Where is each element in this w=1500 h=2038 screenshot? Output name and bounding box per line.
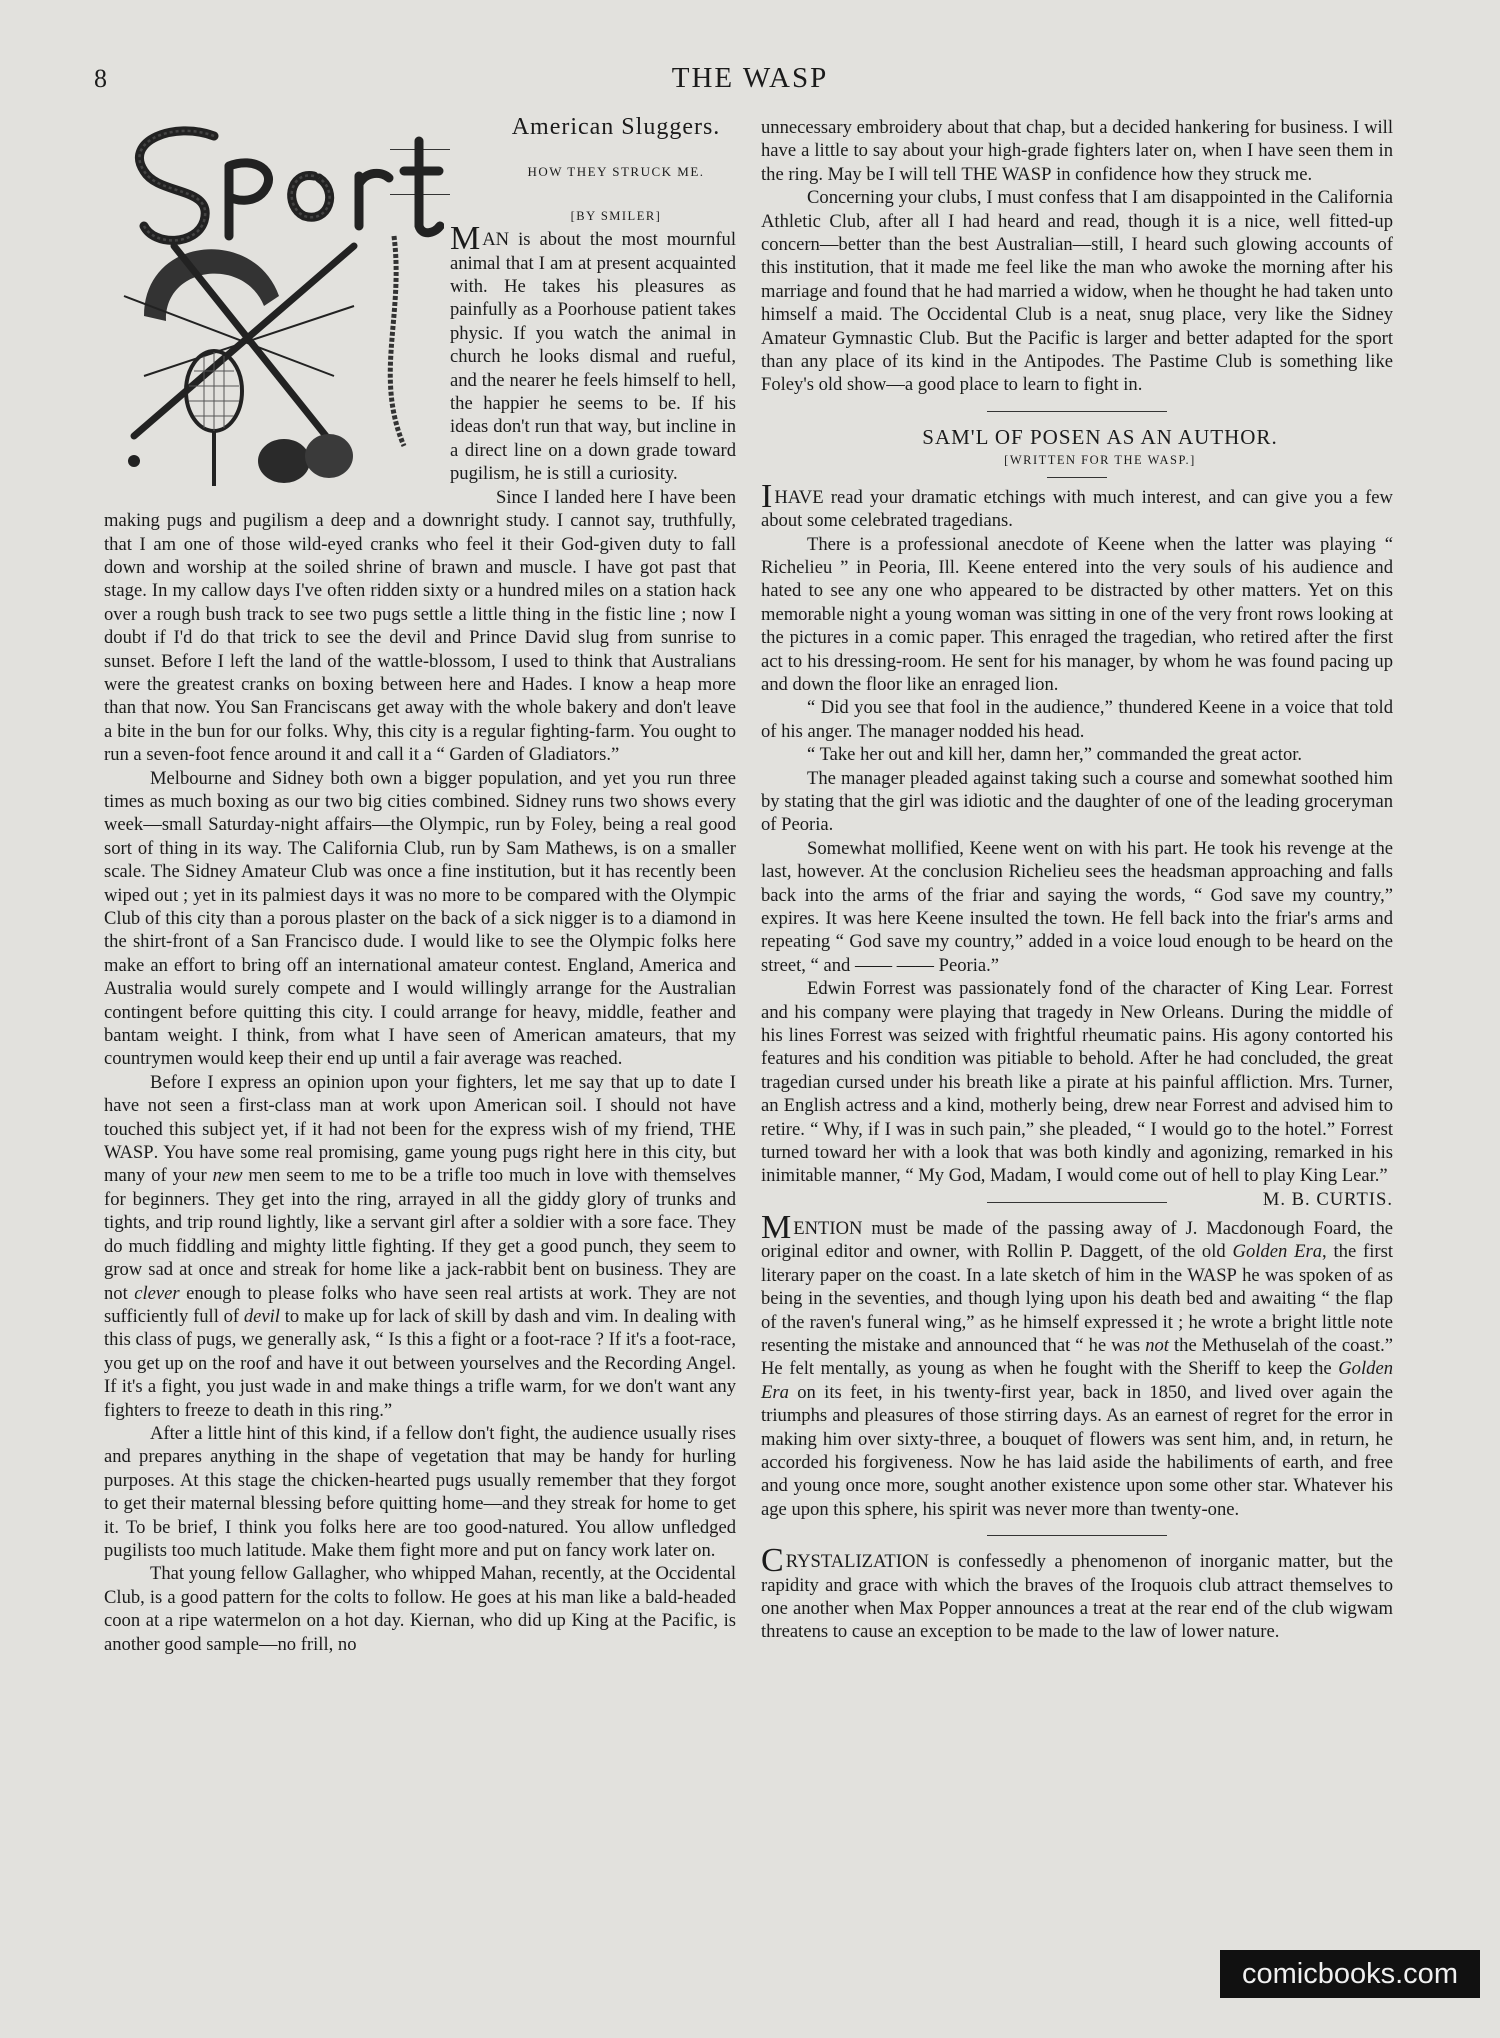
drop-cap: I	[761, 477, 773, 515]
sport-emblem-icon	[104, 116, 444, 496]
article-paragraph: “ Take her out and kill her, damn her,” commanded the great actor.	[807, 744, 1303, 766]
drop-cap: M	[761, 1208, 792, 1246]
article-paragraph: After a little hint of this kind, if a fellow don't fight, the audience usually rises and prepares anything in the shape of vegetation that may be handy for hurling purposes. At this stage the chicken-hearted pugs usually remember that they forgot to get their maternal blessing before quitting home—and they streak for home to get it. To be brief, I think you folks here are too good-natured. You allow unfledged pugilists too much latitude. Make them fight more and put on fancy work later on.	[104, 1422, 736, 1561]
article-byline: [BY SMILER]	[570, 208, 662, 223]
watermark: comicbooks.com	[1220, 1950, 1480, 1998]
page-number: 8	[94, 64, 107, 93]
left-column	[104, 116, 736, 1656]
article-title-american-sluggers: American Sluggers.	[511, 114, 721, 140]
article-title-samuel-of-posen: SAM'L OF POSEN AS AN AUTHOR.	[922, 424, 1278, 449]
right-column	[761, 116, 1393, 1644]
article-paragraph: IHAVE read your dramatic etchings with much interest, and can give you a few about some celebrated tragedians.	[761, 477, 1393, 532]
article-paragraph: unnecessary embroidery about that chap, but a decided hankering for business. I will have a little to say about your high-grade fighters later on, when I have seen them in the ring. May be I will tell THE WASP in confidence how they struck me.	[761, 117, 1393, 185]
article-paragraph: MAN is about the most mournful animal that I am at present acquainted with. He takes his pleasures as painfully as a Poorhouse patient takes physic. If you watch the animal in church he looks dismal and rueful, and the nearer he feels himself to hell, the happier he seems to be. If his ideas don't run that way, but incline in a direct line on a down grade toward pugilism, he is still a curiosity.	[450, 220, 736, 485]
article-paragraph: Edwin Forrest was passionately fond of the character of King Lear. Forrest and his company were playing that tragedy in New Orleans. During the middle of his lines Forrest was seized with frightful rheumatic pains. His agony contorted his features and his condition was pitiable to behold. After he had concluded, the great tragedian cursed under his breath like a pirate at his painful affliction. Mrs. Turner, an English actress and a kind, motherly being, drew near Forrest and advised him to retire. “ Why, if I was in such pain,” she pleaded, “ I would go to the hotel.” Forrest turned toward her with a look that was both kindly and agonizing, remarked in his inimitable manner, “ My God, Madam, I would come out of hell to play King Lear.” M. B. CURTIS.	[761, 978, 1393, 1210]
section-divider	[987, 411, 1167, 412]
article-paragraph: MENTION must be made of the passing away of J. Macdonough Foard, the original editor and owner, with Rollin P. Daggett, of the old Golden Era, the first literary paper on the coast. In a late sketch of him in the WASP he was spoken of as being in the seventies, and though lying upon his death bed and awaiting “ the flap of the raven's funeral wing,” as he himself expressed it ; he wrote a bright little note resenting the mistake and announced that “ he was not the Methuselah of the coast.” He felt mentally, as young as when he fought with the Sheriff to keep the Golden Era on its feet, in his twenty-first year, back in 1850, and lived over again the triumphs and pleasures of those stirring days. As an earnest of regret for the error in making him over sixty-three, a bouquet of flowers was sent him, and, in return, he accorded his forgiveness. Now he has laid aside the habiliments of earth, and free and young once more, sought another existence upon some other star. Whatever his age upon this sphere, his spirit was never more than twenty-one.	[761, 1208, 1393, 1520]
article-paragraph: Since I landed here I have been making pugs and pugilism a deep and a downright study. I cannot say, truthfully, that I am one of those wild-eyed cranks who feel it their God-given duty to fall down and worship at the soiled shrine of brawn and muscle. I have got past that stage. In my callow days I've often ridden sixty or a hundred miles on a station hack over a rough bush track to see two pugs settle a little thing in the fistic line ; now I doubt if I'd do that trick to see the devil and Prince David slug from sunrise to sunset. Before I left the land of the wattle-blossom, I used to think that Australians were the greatest cranks on boxing between here and Hades. I know a heap more than that now. You San Franciscans get away with the whole bakery and don't leave a bite in the bun for our folks. Why, this city is a regular fighting-farm. You ought to run a seven-foot fence around it and call it a “ Garden of Gladiators.”	[104, 486, 736, 766]
article-paragraph: Concerning your clubs, I must confess that I am disappointed in the California Athletic Club, after all I had heard and read, though it is a nice, well fitted-up concern—better than the best Australian—still, I heard such glowing accounts of this institution, that it made me feel like the man who awoke the morning after his marriage and found that he had married a widow, when he thought he had taken unto himself a maid. The Occidental Club is a neat, snug place, very like the Sidney Amateur Gymnastic Club. But the Pacific is larger and better adapted for the sport than any place of its kind in the Antipodes. The Pastime Club is something like Foley's old show—a good place to learn to fight in.	[761, 187, 1393, 396]
article-paragraph: The manager pleaded against taking such a course and somewhat soothed him by stating that the girl was idiotic and the daughter of one of the leading groceryman of Peoria.	[761, 767, 1393, 836]
article-byline: [WRITTEN FOR THE WASP.]	[1004, 453, 1196, 468]
drop-cap: M	[450, 220, 481, 258]
article-paragraph: Before I express an opinion upon your fighters, let me say that up to date I have not seen a first-class man at work upon American soil. I should not have touched this subject yet, if it had not been for the express wish of my friend, THE WASP. You have some real promising, game young pugs right here in this city, but many of your new men seem to me to be a trifle too much in love with themselves for beginners. They get into the ring, arrayed in all the giddy glory of trunks and tights, and trip round lightly, like a servant girl after a soldier with a sore face. They do much fiddling and mighty little fighting. If they get a good punch, they seem to grow sad at once and streak for home like a jack-rabbit bent on business. They are not clever enough to please folks who have seen real artists at work. They are not sufficiently full of devil to make up for lack of skill by dash and vim. In dealing with this class of pugs, we generally ask, “ Is this a fight or a foot-race ? If it's a foot-race, you get up on the roof and have it out between yourselves and the Recording Angel. If it's a fight, you just wade in and make things a trifle warm, for we don't want any fighters to freeze to death in this ring.”	[104, 1071, 737, 1421]
section-divider	[987, 1202, 1167, 1203]
article-paragraph: Melbourne and Sidney both own a bigger population, and yet you run three times as much boxing as our two big cities combined. Sidney runs two shows every week—small Saturday-night affairs—the Olympic, run by Foley, being a real good sort of thing in its way. The California Club, run by Sam Mathews, is on a smaller scale. The Sidney Amateur Club was once a fine institution, but it has recently been wiped out ; yet in its palmiest days it was no more to be compared with the Olympic Club of this city than a porous plaster on the back of a sick nigger is to a diamond in the shirt-front of a San Francisco dude. I would like to see the Olympic folks here make an effort to bring off an international amateur contest. England, America and Australia would surely compete and I would willingly arrange for the Australian contingent before quitting this city. I could arrange for heavy, middle, feather and bantam weight. I think, from what I have seen of American amateurs, that my countrymen would keep their end up until a fair average was reached.	[104, 767, 736, 1070]
article-paragraph: That young fellow Gallagher, who whipped Mahan, recently, at the Occidental Club, is a good pattern for the colts to follow. He goes at his man like a bald-headed coon at a ripe watermelon on a hot day. Kiernan, who did up King at the Pacific, is another good sample—no frill, no	[104, 1563, 736, 1655]
article-subtitle: HOW THEY STRUCK ME.	[527, 164, 705, 180]
byline-rule	[1047, 477, 1107, 478]
article-paragraph: Somewhat mollified, Keene went on with his part. He took his revenge at the last, however. At the conclusion Richelieu sees the headsman approaching and falls back into the arms of the friar and saying the words, “ God save my country,” expires. It was here Keene insulted the town. He fell back into the friar's arms and repeating “ God save my country,” added in a voice loud enough to be heard on the street, “ and —— —— Peoria.”	[761, 837, 1393, 976]
drop-cap: C	[761, 1542, 784, 1580]
sport-illustration	[104, 116, 444, 496]
masthead: THE WASP	[671, 62, 829, 94]
section-divider	[987, 1535, 1167, 1536]
article-paragraph: There is a professional anecdote of Keene when the latter was playing “ Richelieu ” in Peoria, Ill. Keene entered into the very souls of his audience and hated to see any one who appeared to be distracted by other matters. Yet on this memorable night a young woman was sitting in one of the very front rows looking at the pictures in a comic paper. This enraged the tragedian, who retired after the first act to his dressing-room. He sent for his manager, by whom he was found pacing up and down the floor like an enraged lion.	[761, 533, 1393, 695]
signature: M. B. CURTIS.	[1262, 1188, 1393, 1210]
article-paragraph: “ Did you see that fool in the audience,” thundered Keene in a voice that told of his anger. The manager nodded his head.	[761, 697, 1393, 742]
article-paragraph: CRYSTALIZATION is confessedly a phenomenon of inorganic matter, but the rapidity and grace with which the braves of the Iroquois club attract themselves to one another when Max Popper announces a treat at the rear end of the club wigwam threatens to cause an exception to be made to the law of lower nature.	[761, 1542, 1393, 1643]
